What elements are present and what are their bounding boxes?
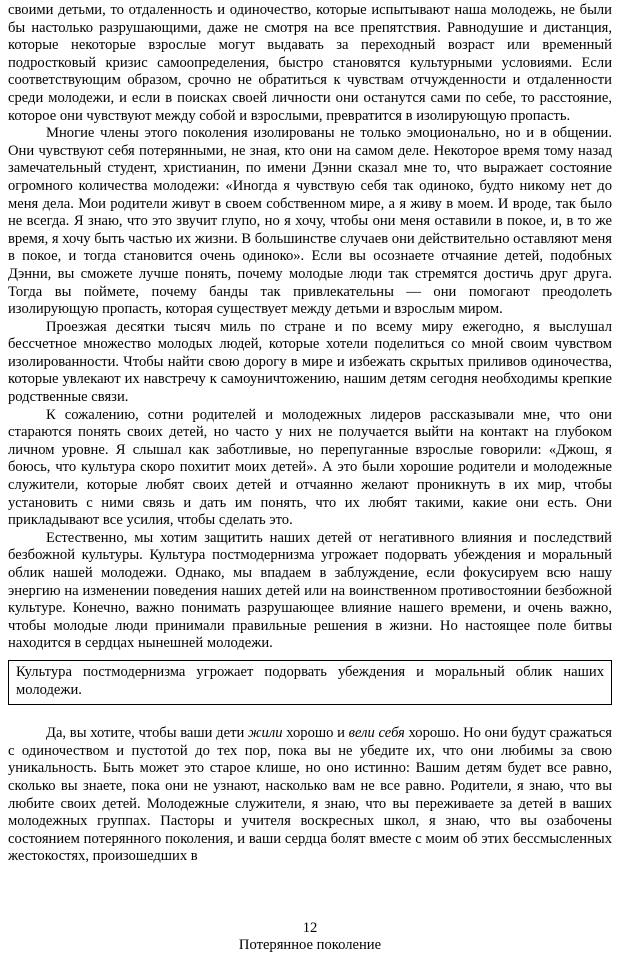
- page-number: 12: [302, 919, 318, 936]
- paragraph: К сожалению, сотни родителей и молодежных лидеров рассказывали мне, что они стараются понять своих детей, но часто у них не получается выйти на контакт на глубоком личном уровне. Я слышал как заботливые, но перепуганные взрослые говорили: «Джош, я боюсь, что культура скоро похитит моих детей». А это были хорошие родители и молодежные служители, которые любят своих детей и отчаянно желают проникнуть в их мир, чтобы установить с ними связь и дать им понять, что их любят такими, какие они есть. Они прикладывают все усилия, чтобы сделать это.: [8, 406, 612, 529]
- paragraph-final: [8, 725, 612, 866]
- final-paragraph-segment: хорошо. Но они будут сражаться с одиночеством и пустотой до тех пор, пока вы не убедите их, что они любимы за свою уникальность. Быть может это старое клише, но оно истинно: Вашим детям будет все равно, сколько вы знаете, пока они не узнают, насколько вам не все равно. Родители, я знаю, что вы любите своих детей. Молодежные служители, я знаю, что вы переживаете за детей в ваших молодежных группах. Пасторы и учителя воскресных школ, я знаю, что вы озабочены состоянием потерянного поколения, и ваши сердца болят вместе с моим об этих бессмысленных жестокостях, произошедших в: [8, 725, 612, 865]
- final-paragraph-segment: хорошо и: [282, 725, 349, 742]
- callout-text: Культура постмодернизма угрожает подорвать убеждения и моральный облик наших молодежи.: [16, 663, 604, 698]
- running-footer-title: Потерянное поколение: [238, 937, 382, 954]
- final-paragraph-italic: жили: [247, 725, 283, 742]
- paragraph-continuation: своими детьми, то отдаленность и одиночество, которые испытывают наша молодежь, не были бы настолько разрушающими, даже не смотря на все препятствия. Равнодушие и дистанция, которые некоторые взрослые могут выдавать за переходный возраст или временный подростковый кризис самоопределения, быстро становятся культурными условиями. Если соответствующим образом, срочно не обратиться к чувствам отчужденности и отдаленности среди молодежи, и если в поисках своей личности они останутся сами по себе, то расстояние, которое они чувствуют между собой и взрослыми, превратится в изолирующую пропасть.: [8, 2, 612, 124]
- paragraph: Многие члены этого поколения изолированы не только эмоционально, но и в общении. Они чувствуют себя потерянными, не зная, кто они на самом деле. Некоторое время тому назад замечательный студент, христианин, по имени Дэнни сказал мне то, что выражает состояние огромного количества молодежи: «Иногда я чувствую себя так одиноко, будто никому нет до меня дела. Мои родители живут в своем собственном мире, а я живу в моем. И вроде, так было не всегда. Я знаю, что это звучит глупо, но я хочу, чтобы они меня оставили в покое, и, в то же время, я хочу быть частью их жизни. В большинстве случаев они действительно оставляют меня в покое, и тогда становится очень одиноко». Если вы осознаете отчаяние детей, подобных Дэнни, вы сможете лучше понять, почему молодые люди так стремятся достичь друг друга. Тогда вы поймете, почему банды так привлекательны — они помогают преодолеть изолирующую пропасть, которая существует между детьми и взрослым миром.: [8, 125, 612, 318]
- paragraph: Проезжая десятки тысяч миль по стране и по всему миру ежегодно, я выслушал бессчетное множество молодых людей, которые хотели поделиться со мной своим чувством изолированности. Чтобы найти свою дорогу в мире и избежать скрытых приливов одиночества, которые увлекают их навстречу к самоуничтожению, нашим детям сегодня необходимы крепкие родственные связи.: [8, 318, 612, 406]
- final-paragraph-segment: Да, вы хотите, чтобы ваши дети: [46, 725, 248, 742]
- final-paragraph-italic: вели себя: [348, 725, 405, 742]
- paragraph: Естественно, мы хотим защитить наших детей от негативного влияния и последствий безбожной культуры. Культура постмодернизма угрожает подорвать убеждения и моральный облик нашей молодежи. Однако, мы впадаем в заблуждение, если фокусируем всю нашу энергию на изменении поведения наших детей или на воинственном противостоянии безбожной культуре. Конечно, важно понимать разрушающее влияние нашего времени, и очень важно, чтобы молодые люди принимали правильные решения в жизни. Но настоящее поле битвы находится в сердцах нынешней молодежи.: [8, 529, 612, 652]
- page-footer: [8, 920, 612, 955]
- callout-box: [8, 660, 612, 705]
